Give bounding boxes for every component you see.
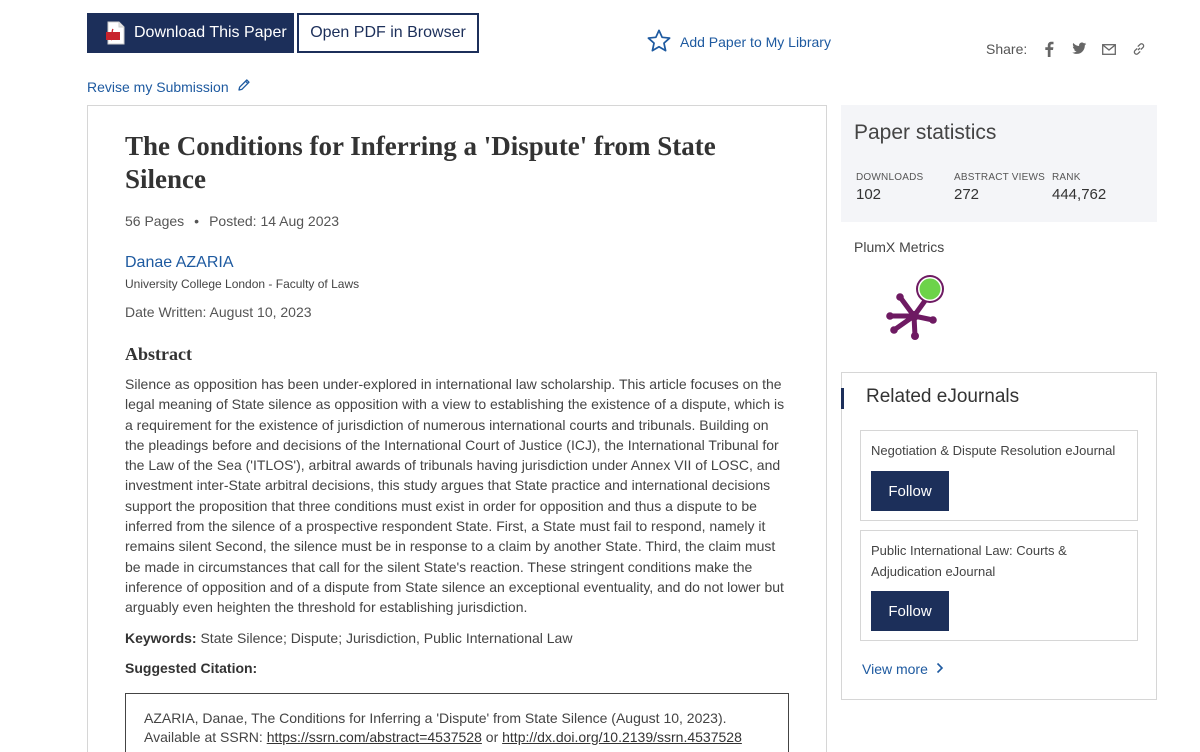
date-written: Date Written: August 10, 2023 <box>125 304 312 320</box>
paper-meta <box>125 213 339 229</box>
pdf-icon <box>106 21 126 45</box>
paper-statistics-panel <box>841 105 1157 222</box>
stat-value: 444,762 <box>1052 186 1107 203</box>
author-link[interactable]: Danae AZARIA <box>125 254 234 271</box>
stat-value: 102 <box>856 186 882 203</box>
citation-box <box>125 693 789 752</box>
download-paper-button[interactable] <box>87 13 294 53</box>
open-pdf-label: Open PDF in Browser <box>310 24 466 41</box>
page-count: 56 Pages <box>125 213 185 229</box>
open-pdf-button[interactable] <box>297 13 479 53</box>
abstract-text: Silence as opposition has been under-explored in international law scholarship. This article focuses on the legal meaning of State silence as opposition with a view to establishing the existence of a dispute, which is a requirement for the existence of jurisdiction of numerous international courts and tribunals. Building on the pleadings before and decisions of the International Court of Justice (ICJ), the International Tribunal for the Law of the Sea ('ITLOS'), arbitral awards of tribunals having jurisdiction under Annex VII of LOSC, and investment inter-State arbitral decisions, this study argues that State practice and international decisions support the proposition that three conditions must exist in order for opposition and thus a dispute to be inferred from the silence of a prospective respondent State. First, a State must fail to respond, namely it remains silent Second, the silence must be in response to a claim by another State. Third, the claim must be made in circumstances that call for the silent State's reaction. These stringent conditions make the inference of opposition and of a dispute from State silence an exceptional eventuality, and do not lower but arguably even heighten the threshold for establishing jurisdiction. <box>125 376 785 616</box>
pencil-icon <box>237 78 251 95</box>
citation-text: AZARIA, Danae, The Conditions for Inferring a 'Dispute' from State Silence (August 10, 2023). <box>144 710 727 726</box>
related-accent-bar <box>841 388 844 409</box>
twitter-icon[interactable] <box>1071 41 1087 57</box>
citation-available-label: Available at SSRN: <box>144 729 263 745</box>
revise-submission-link[interactable] <box>87 78 251 95</box>
doi-link[interactable]: http://dx.doi.org/10.2139/ssrn.4537528 <box>502 729 742 745</box>
download-paper-label: Download This Paper <box>134 24 287 41</box>
journal-name[interactable]: Negotiation & Dispute Resolution eJournal <box>871 443 1116 458</box>
abstract-heading: Abstract <box>125 344 192 364</box>
view-more-label: View more <box>862 661 928 677</box>
journal-card <box>860 530 1138 641</box>
stat-label: DOWNLOADS <box>856 172 924 183</box>
share-bar <box>986 38 1147 60</box>
meta-separator: • <box>194 213 200 229</box>
view-more-link[interactable] <box>862 661 944 677</box>
plumx-metrics-label: PlumX Metrics <box>854 239 945 255</box>
plumx-metrics-icon[interactable] <box>880 272 950 344</box>
stat-downloads <box>856 172 923 203</box>
star-icon <box>646 28 672 57</box>
add-to-library-link[interactable] <box>646 27 831 57</box>
related-ejournals-panel <box>841 372 1157 700</box>
facebook-icon[interactable] <box>1041 41 1057 57</box>
related-ejournals-title: Related eJournals <box>866 386 1020 407</box>
citation-or: or <box>485 729 499 745</box>
journal-name[interactable]: Public International Law: Courts & Adjudication eJournal <box>871 543 1067 579</box>
stats-title: Paper statistics <box>854 121 997 144</box>
chevron-right-icon <box>936 661 944 677</box>
author-affiliation: University College London - Faculty of Laws <box>125 277 360 291</box>
ssrn-abstract-link[interactable]: https://ssrn.com/abstract=4537528 <box>266 729 482 745</box>
keywords-label: Keywords: <box>125 630 197 646</box>
stat-abstract-views <box>954 172 1045 203</box>
follow-button[interactable]: Follow <box>871 471 949 511</box>
stat-rank <box>1052 172 1106 203</box>
stat-label: ABSTRACT VIEWS <box>954 172 1045 183</box>
keywords <box>125 630 572 646</box>
journal-card <box>860 430 1138 521</box>
follow-button[interactable]: Follow <box>871 591 949 631</box>
posted-date: Posted: 14 Aug 2023 <box>209 213 340 229</box>
stat-label: RANK <box>1052 172 1081 183</box>
link-icon[interactable] <box>1131 41 1147 57</box>
revise-submission-label: Revise my Submission <box>87 78 229 95</box>
keywords-value: State Silence; Dispute; Jurisdiction, Public International Law <box>200 630 573 646</box>
share-label: Share: <box>986 41 1028 57</box>
paper-title: The Conditions for Inferring a 'Dispute' from State Silence <box>125 131 716 194</box>
email-icon[interactable] <box>1101 41 1117 57</box>
paper-details-card <box>87 105 827 752</box>
add-to-library-label: Add Paper to My Library <box>680 34 831 50</box>
citation-links <box>144 728 770 747</box>
stat-value: 272 <box>954 186 980 203</box>
suggested-citation-label: Suggested Citation: <box>125 660 258 676</box>
